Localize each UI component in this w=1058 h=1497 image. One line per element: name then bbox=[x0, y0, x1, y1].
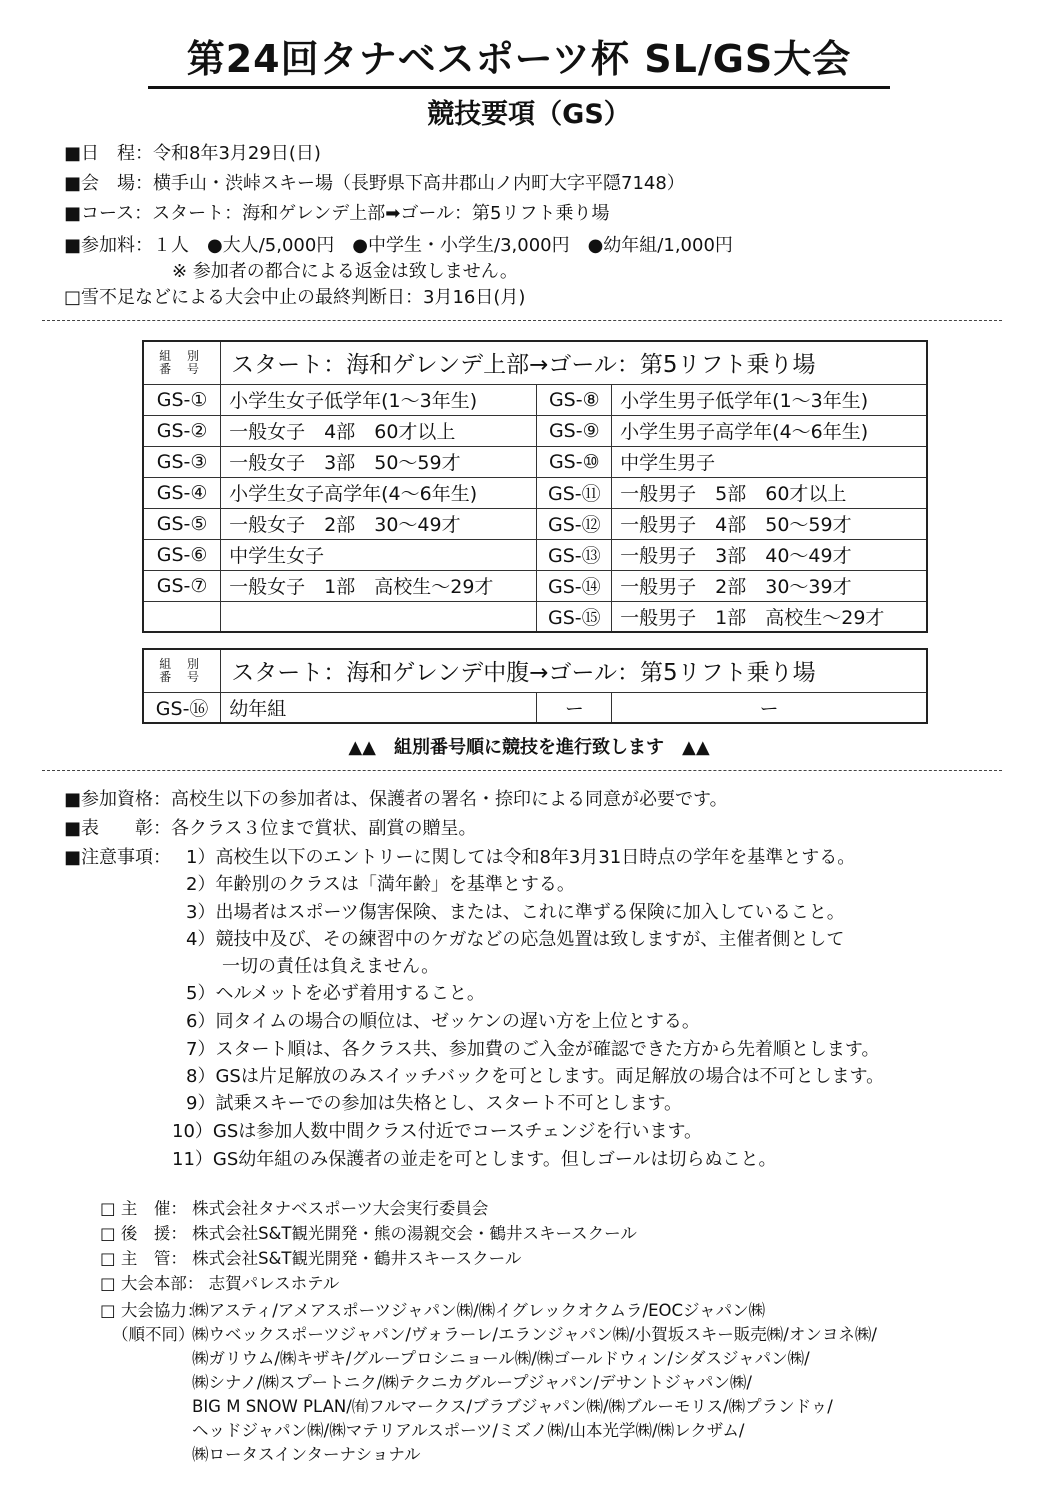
table-row bbox=[143, 415, 927, 446]
group-number-label: 組 別 番 号 bbox=[143, 649, 221, 692]
qualification: ■参加資格：高校生以下の参加者は、保護者の署名・捺印による同意が必要です。 bbox=[64, 789, 728, 810]
organizer-support: □ 後 援： 株式会社S&T観光開発・熊の湯親交会・鶴井スキースクール bbox=[100, 1224, 637, 1243]
sponsor-line: ㈱ガリウム/㈱キザキ/グループロシニョール㈱/㈱ゴールドウィン/シダスジャパン㈱/ bbox=[192, 1349, 810, 1368]
organizer-manage: □ 主 管： 株式会社S&T観光開発・鶴井スキースクール bbox=[100, 1249, 522, 1268]
course-header: スタート：海和ゲレンデ中腹→ゴール：第5リフト乗り場 bbox=[221, 649, 927, 692]
course-header: スタート：海和ゲレンデ上部→ゴール：第5リフト乗り場 bbox=[221, 341, 927, 384]
notes-label: ■注意事項： bbox=[64, 847, 172, 868]
note-item: 一切の責任は負えません。 bbox=[222, 956, 440, 977]
note-item: 4）競技中及び、その練習中のケガなどの応急処置は致しますが、主催者側として bbox=[186, 929, 845, 950]
awards: ■表 彰：各クラス３位まで賞状、副賞の贈呈。 bbox=[64, 818, 477, 839]
note-item: 2）年齢別のクラスは「満年齢」を基準とする。 bbox=[186, 874, 575, 895]
group-code: GS-④ bbox=[143, 477, 221, 508]
sponsor-line: ヘッドジャパン㈱/㈱マテリアルスポーツ/ミズノ㈱/山本光学㈱/㈱レクザム/ bbox=[192, 1421, 745, 1440]
note-item: 7）スタート順は、各クラス共、参加費のご入金が確認できた方から先着順とします。 bbox=[186, 1039, 880, 1060]
class-name: 一般男子 2部 30～39才 bbox=[612, 570, 927, 601]
group-code bbox=[143, 601, 221, 632]
sponsor-line: ㈱アスティ/アメアスポーツジャパン㈱/㈱イグレックオクムラ/EOCジャパン㈱ bbox=[192, 1301, 766, 1320]
group-code: GS-⑯ bbox=[143, 692, 221, 723]
info-refund: ※ 参加者の都合による返金は致しません。 bbox=[172, 261, 518, 282]
note-item: 8）GSは片足解放のみスイッチバックを可とします。両足解放の場合は不可とします。 bbox=[186, 1066, 885, 1087]
table-row bbox=[143, 570, 927, 601]
group-code: GS-⑬ bbox=[537, 539, 612, 570]
info-course: ■コース：スタート：海和ゲレンデ上部➡ゴール：第5リフト乗り場 bbox=[64, 203, 610, 224]
info-date: ■日 程：令和8年3月29日(日) bbox=[64, 143, 321, 164]
page-title: 第24回タナベスポーツ杯 SL/GS大会 bbox=[148, 34, 890, 89]
group-code: GS-⑥ bbox=[143, 539, 221, 570]
class-name: 中学生女子 bbox=[221, 539, 537, 570]
organizer-cooperation: □ 大会協力： bbox=[100, 1301, 204, 1320]
note-item: 3）出場者はスポーツ傷害保険、または、これに準ずる保険に加入していること。 bbox=[186, 902, 845, 923]
table-row bbox=[143, 539, 927, 570]
page-subtitle: 競技要項（GS） bbox=[427, 99, 631, 130]
class-name: 小学生男子高学年(4～6年生) bbox=[612, 415, 927, 446]
table-row bbox=[143, 508, 927, 539]
class-name: 一般女子 4部 60才以上 bbox=[221, 415, 537, 446]
group-code: GS-① bbox=[143, 384, 221, 415]
order-note: ▲▲ 組別番号順に競技を進行致します ▲▲ bbox=[348, 737, 710, 758]
class-name: 小学生男子低学年(1～3年生) bbox=[612, 384, 927, 415]
group-code: GS-⑪ bbox=[537, 477, 612, 508]
sponsor-line: BIG M SNOW PLAN/㈲フルマークス/ブラブジャパン㈱/㈱ブルーモリス/㈱プランドゥ/ bbox=[192, 1397, 833, 1416]
class-name: 中学生男子 bbox=[612, 446, 927, 477]
sponsor-line: ㈱ウベックスポーツジャパン/ヴォラーレ/エランジャパン㈱/小賀坂スキー販売㈱/オンヨネ㈱/ bbox=[192, 1325, 877, 1344]
class-name: 一般男子 3部 40～49才 bbox=[612, 539, 927, 570]
group-code: GS-⑤ bbox=[143, 508, 221, 539]
info-fee: ■参加料：１人 ●大人/5,000円 ●中学生・小学生/3,000円 ●幼年組/1,000円 bbox=[64, 235, 733, 256]
class-name: 幼年組 bbox=[221, 692, 537, 723]
group-code: GS-⑦ bbox=[143, 570, 221, 601]
group-code: GS-③ bbox=[143, 446, 221, 477]
group-code: GS-⑩ bbox=[537, 446, 612, 477]
note-item: 6）同タイムの場合の順位は、ゼッケンの遅い方を上位とする。 bbox=[186, 1011, 700, 1032]
group-code: GS-⑮ bbox=[537, 601, 612, 632]
organizer-host: □ 主 催： 株式会社タナベスポーツ大会実行委員会 bbox=[100, 1199, 489, 1218]
table-row bbox=[143, 446, 927, 477]
class-name: 一般女子 1部 高校生～29才 bbox=[221, 570, 537, 601]
group-number-label: 組 別 番 号 bbox=[143, 341, 221, 384]
note-item: 9）試乗スキーでの参加は失格とし、スタート不可とします。 bbox=[186, 1093, 683, 1114]
table-row bbox=[143, 477, 927, 508]
divider bbox=[42, 320, 1002, 321]
note-item: 5）ヘルメットを必ず着用すること。 bbox=[186, 983, 485, 1004]
group-code: GS-② bbox=[143, 415, 221, 446]
class-name: 小学生女子高学年(4～6年生) bbox=[221, 477, 537, 508]
group-code: GS-⑫ bbox=[537, 508, 612, 539]
group-code: GS-⑧ bbox=[537, 384, 612, 415]
table-row bbox=[143, 692, 927, 723]
table-row bbox=[143, 601, 927, 632]
class-table-upper bbox=[142, 340, 928, 633]
note-item: 10）GSは参加人数中間クラス付近でコースチェンジを行います。 bbox=[172, 1121, 703, 1142]
class-name: ー bbox=[612, 692, 927, 723]
class-name: 一般女子 3部 50～59才 bbox=[221, 446, 537, 477]
sponsor-line: ㈱ロータスインターナショナル bbox=[192, 1445, 421, 1464]
sponsor-order-note: （順不同） bbox=[112, 1325, 195, 1344]
group-code: GS-⑭ bbox=[537, 570, 612, 601]
info-cancel-date: □雪不足などによる大会中止の最終判断日：3月16日(月) bbox=[64, 287, 526, 308]
class-name: 一般男子 5部 60才以上 bbox=[612, 477, 927, 508]
table-row bbox=[143, 384, 927, 415]
info-venue: ■会 場：横手山・渋峠スキー場（長野県下高井郡山ノ内町大字平隠7148） bbox=[64, 173, 685, 194]
note-item: 11）GS幼年組のみ保護者の並走を可とします。但しゴールは切らぬこと。 bbox=[172, 1149, 777, 1170]
sponsor-line: ㈱シナノ/㈱スプートニク/㈱テクニカグループジャパン/デサントジャパン㈱/ bbox=[192, 1373, 752, 1392]
class-name: 一般男子 4部 50～59才 bbox=[612, 508, 927, 539]
class-name: 小学生女子低学年(1～3年生) bbox=[221, 384, 537, 415]
class-table-lower bbox=[142, 648, 928, 724]
class-name bbox=[221, 601, 537, 632]
note-item: 1）高校生以下のエントリーに関しては令和8年3月31日時点の学年を基準とする。 bbox=[186, 847, 856, 868]
class-name: 一般男子 1部 高校生～29才 bbox=[612, 601, 927, 632]
divider bbox=[42, 770, 1002, 771]
organizer-hq: □ 大会本部： 志賀パレスホテル bbox=[100, 1274, 340, 1293]
group-code: GS-⑨ bbox=[537, 415, 612, 446]
group-code: ー bbox=[537, 692, 612, 723]
class-name: 一般女子 2部 30～49才 bbox=[221, 508, 537, 539]
